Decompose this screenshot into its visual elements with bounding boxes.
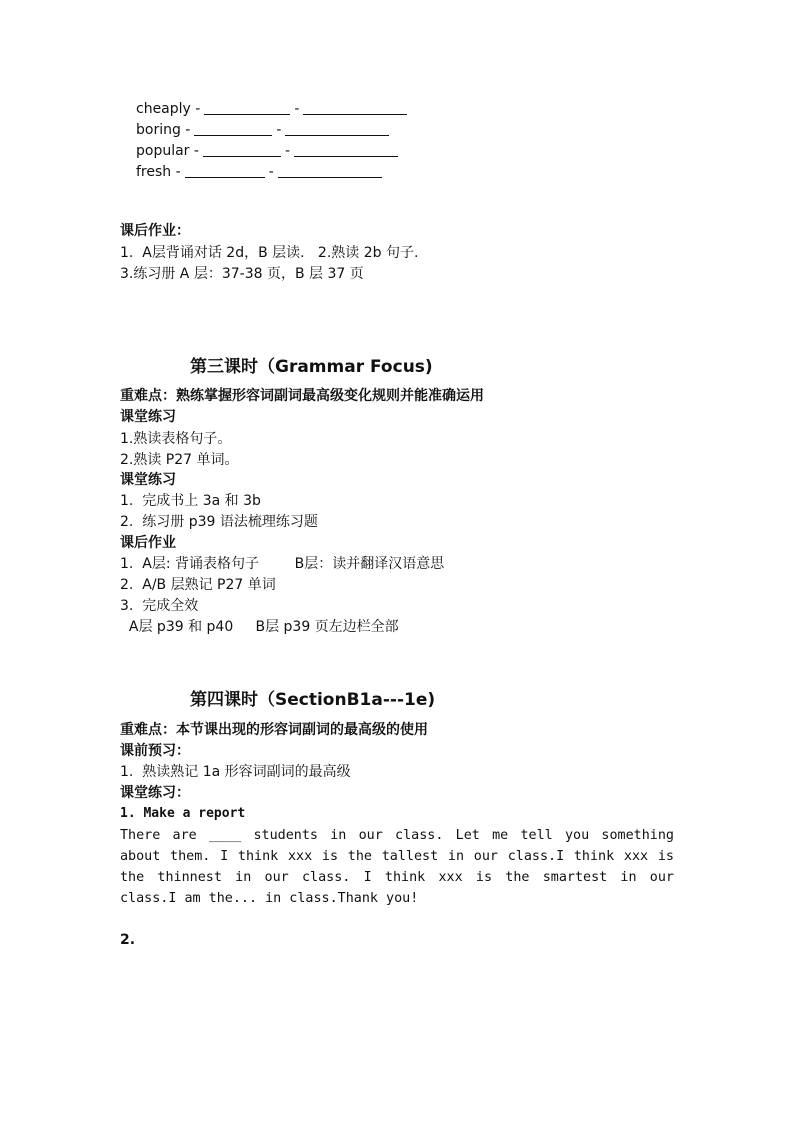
lesson3-key-points: 重难点：熟练掌握形容词副词最高级变化规则并能准确运用 xyxy=(120,388,484,404)
word-label: popular - xyxy=(136,143,199,159)
word-label: boring - xyxy=(136,122,191,138)
homework-item: 3.练习册 A 层：37-38 页，B 层 37 页 xyxy=(120,266,364,282)
word-label: cheaply - xyxy=(136,101,201,117)
fill-blank xyxy=(285,121,389,136)
class-practice-title: 课堂练习 xyxy=(120,472,176,488)
separator: - xyxy=(284,143,291,159)
homework-title: 课后作业： xyxy=(120,223,190,239)
practice-item: 2. 练习册 p39 语法梳理练习题 xyxy=(120,514,318,530)
practice-item: 2.熟读 P27 单词。 xyxy=(120,452,239,468)
lesson4-heading: 第四课时（SectionB1a---1e) xyxy=(190,690,436,710)
fill-blank xyxy=(303,100,407,115)
separator: - xyxy=(294,101,300,117)
word-form-row xyxy=(136,118,393,138)
preview-item: 1. 熟读熟记 1a 形容词副词的最高级 xyxy=(120,764,351,780)
report-paragraph: There are ____ students in our class. Let me tell you something about them. I think xxx is the tallest in our class.I think xxx is the thinnest in our class. I think xxx is the smartest in our class.I am the... in class.Thank you! xyxy=(120,828,674,906)
fill-blank xyxy=(203,142,281,157)
separator: - xyxy=(268,164,274,180)
homework-title: 课后作业 xyxy=(120,535,176,551)
homework-item: 3. 完成全效 xyxy=(120,598,199,614)
fill-blank xyxy=(185,163,265,178)
homework-item: A层 p39 和 p40 B层 p39 页左边栏全部 xyxy=(120,619,399,635)
report-title: 1. Make a report xyxy=(120,806,246,821)
fill-blank xyxy=(204,100,290,115)
word-form-row xyxy=(136,139,402,159)
word-label: fresh - xyxy=(136,164,181,180)
fill-blank xyxy=(294,142,398,157)
separator: - xyxy=(276,122,282,138)
lesson4-key-points: 重难点：本节课出现的形容词副词的最高级的使用 xyxy=(120,722,428,738)
class-practice-title: 课堂练习： xyxy=(120,785,190,801)
word-form-row xyxy=(136,97,411,117)
homework-item: 1. A层: 背诵表格句子 B层：读并翻译汉语意思 xyxy=(120,556,445,572)
word-form-row xyxy=(136,160,386,180)
preview-title: 课前预习： xyxy=(120,743,190,759)
practice-item: 1. 完成书上 3a 和 3b xyxy=(120,493,261,509)
lesson3-heading: 第三课时（Grammar Focus) xyxy=(190,357,433,377)
item-number: 2. xyxy=(120,932,136,948)
fill-blank xyxy=(278,163,382,178)
fill-blank xyxy=(194,121,272,136)
homework-item: 2. A/B 层熟记 P27 单词 xyxy=(120,577,276,593)
homework-item: 1. A层背诵对话 2d，B 层读. 2.熟读 2b 句子. xyxy=(120,245,419,261)
practice-item: 1.熟读表格句子。 xyxy=(120,431,232,447)
class-practice-title: 课堂练习 xyxy=(120,409,176,425)
